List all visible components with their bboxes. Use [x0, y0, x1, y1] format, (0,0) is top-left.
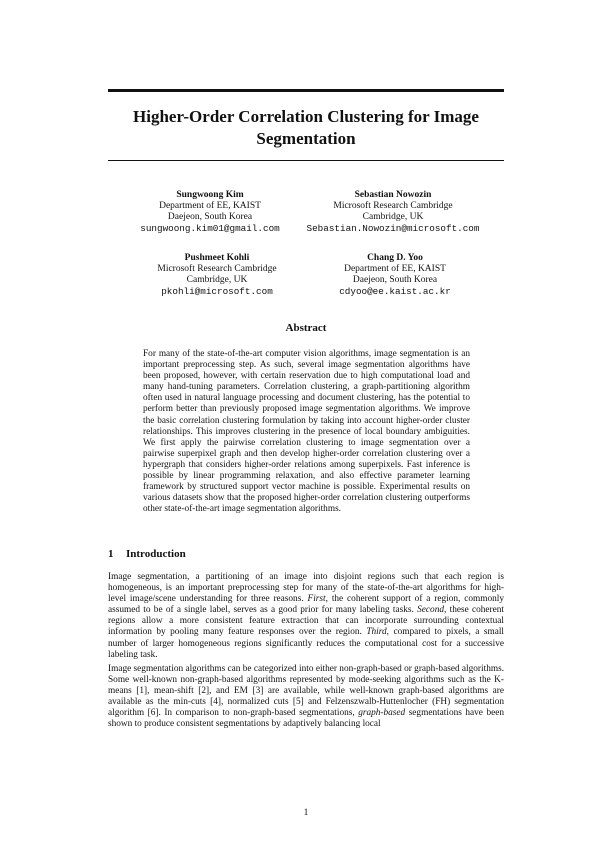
author-location: Cambridge, UK	[362, 212, 424, 222]
text-run: Image segmentation algorithms can be categorized into either non-graph-based or graph-based algorithms. Some well-known non-graph-based algorithms represented by mode-seeking algorithms such as the K-means [1], mean-shift [2], and EM [3] are available, while well-known graph-based algorithms are available as the min-cuts [4], normalized cuts [5] and Felzenszwalb-Huttenlocher (FH) segmentation algorithm [6]. In comparison to non-graph-based segmentations,	[108, 664, 505, 719]
section-heading	[108, 548, 186, 560]
author-affiliation: Microsoft Research Cambridge	[157, 264, 277, 274]
title-top-rule	[108, 89, 504, 92]
author-block	[295, 253, 495, 297]
author-email: Sebastian.Nowozin@microsoft.com	[306, 223, 480, 234]
author-affiliation: Microsoft Research Cambridge	[333, 201, 453, 211]
title-bottom-rule	[108, 160, 504, 161]
text-run: , compared to pixels, a small number of larger homogeneous regions significantly reduces the computational cost for a successive labeling task.	[108, 627, 504, 660]
abstract-text: For many of the state-of-the-art computer vision algorithms, image segmentation is an important preprocessing step. As such, several image segmentation algorithms have been proposed, however, with certain reservation due to high computational load and many hand-tuning parameters. Correlation clustering, a graph-partitioning algorithm often used in natural language processing and document clustering, has the potential to perform better than previously proposed image segmentation algorithms. We improve the basic correlation clustering formulation by taking into account higher-order cluster relationships. This improves clustering in the presence of local boundary ambiguities. We first apply the pairwise correlation clustering to image segmentation over a pairwise superpixel graph and then develop higher-order correlation clustering over a hypergraph that considers higher-order relations among superpixels. Fast inference is possible by linear programming relaxation, and also effective parameter learning framework by structured support vector machine is possible. Experimental results on various datasets show that the proposed higher-order correlation clustering outperforms other state-of-the-art image segmentation algorithms.	[143, 349, 470, 515]
section-number: 1	[108, 548, 114, 560]
author-name: Chang D. Yoo	[367, 253, 423, 263]
abstract-heading: Abstract	[285, 322, 327, 334]
emphasis: Second	[417, 605, 444, 616]
emphasis: First	[307, 594, 326, 605]
author-affiliation: Department of EE, KAIST	[344, 264, 446, 274]
page-number: 1	[303, 808, 309, 818]
text-run: segmentations have been shown to produce consistent segmentations by adaptively balancing local	[108, 708, 504, 730]
author-location: Daejeon, South Korea	[352, 275, 438, 285]
emphasis: Third	[366, 627, 387, 638]
author-affiliation: Department of EE, KAIST	[159, 201, 261, 211]
author-email: pkohli@microsoft.com	[161, 286, 273, 297]
author-location: Daejeon, South Korea	[167, 212, 253, 222]
author-name: Sungwoong Kim	[176, 190, 244, 200]
emphasis: graph-based	[358, 708, 406, 719]
author-name: Pushmeet Kohli	[184, 253, 250, 263]
paper-title: Higher-Order Correlation Clustering for Image Segmentation	[133, 107, 479, 148]
author-email: cdyoo@ee.kaist.ac.kr	[339, 286, 451, 297]
section-title: Introduction	[126, 548, 186, 560]
text-run: , the coherent support of a region, commonly assumed to be of a single label, serves as a good prior for many labeling tasks.	[108, 594, 504, 616]
author-email: sungwoong.kim01@gmail.com	[140, 223, 280, 234]
intro-paragraph-1	[108, 572, 504, 661]
author-location: Cambridge, UK	[186, 275, 248, 285]
author-block	[110, 190, 310, 234]
author-block	[293, 190, 493, 234]
intro-paragraph-2	[108, 664, 504, 731]
author-block	[117, 253, 317, 297]
text-run: , these coherent regions allow a more consistent feature extraction that can incorporate surrounding contextual information by pooling many feature responses over the region.	[108, 605, 504, 638]
text-run: Image segmentation, a partitioning of an image into disjoint regions such that each region is homogeneous, is an important preprocessing step for many of the state-of-the-art algorithms for high-level image/scene understanding for three reasons.	[108, 572, 504, 605]
author-name: Sebastian Nowozin	[354, 190, 432, 200]
